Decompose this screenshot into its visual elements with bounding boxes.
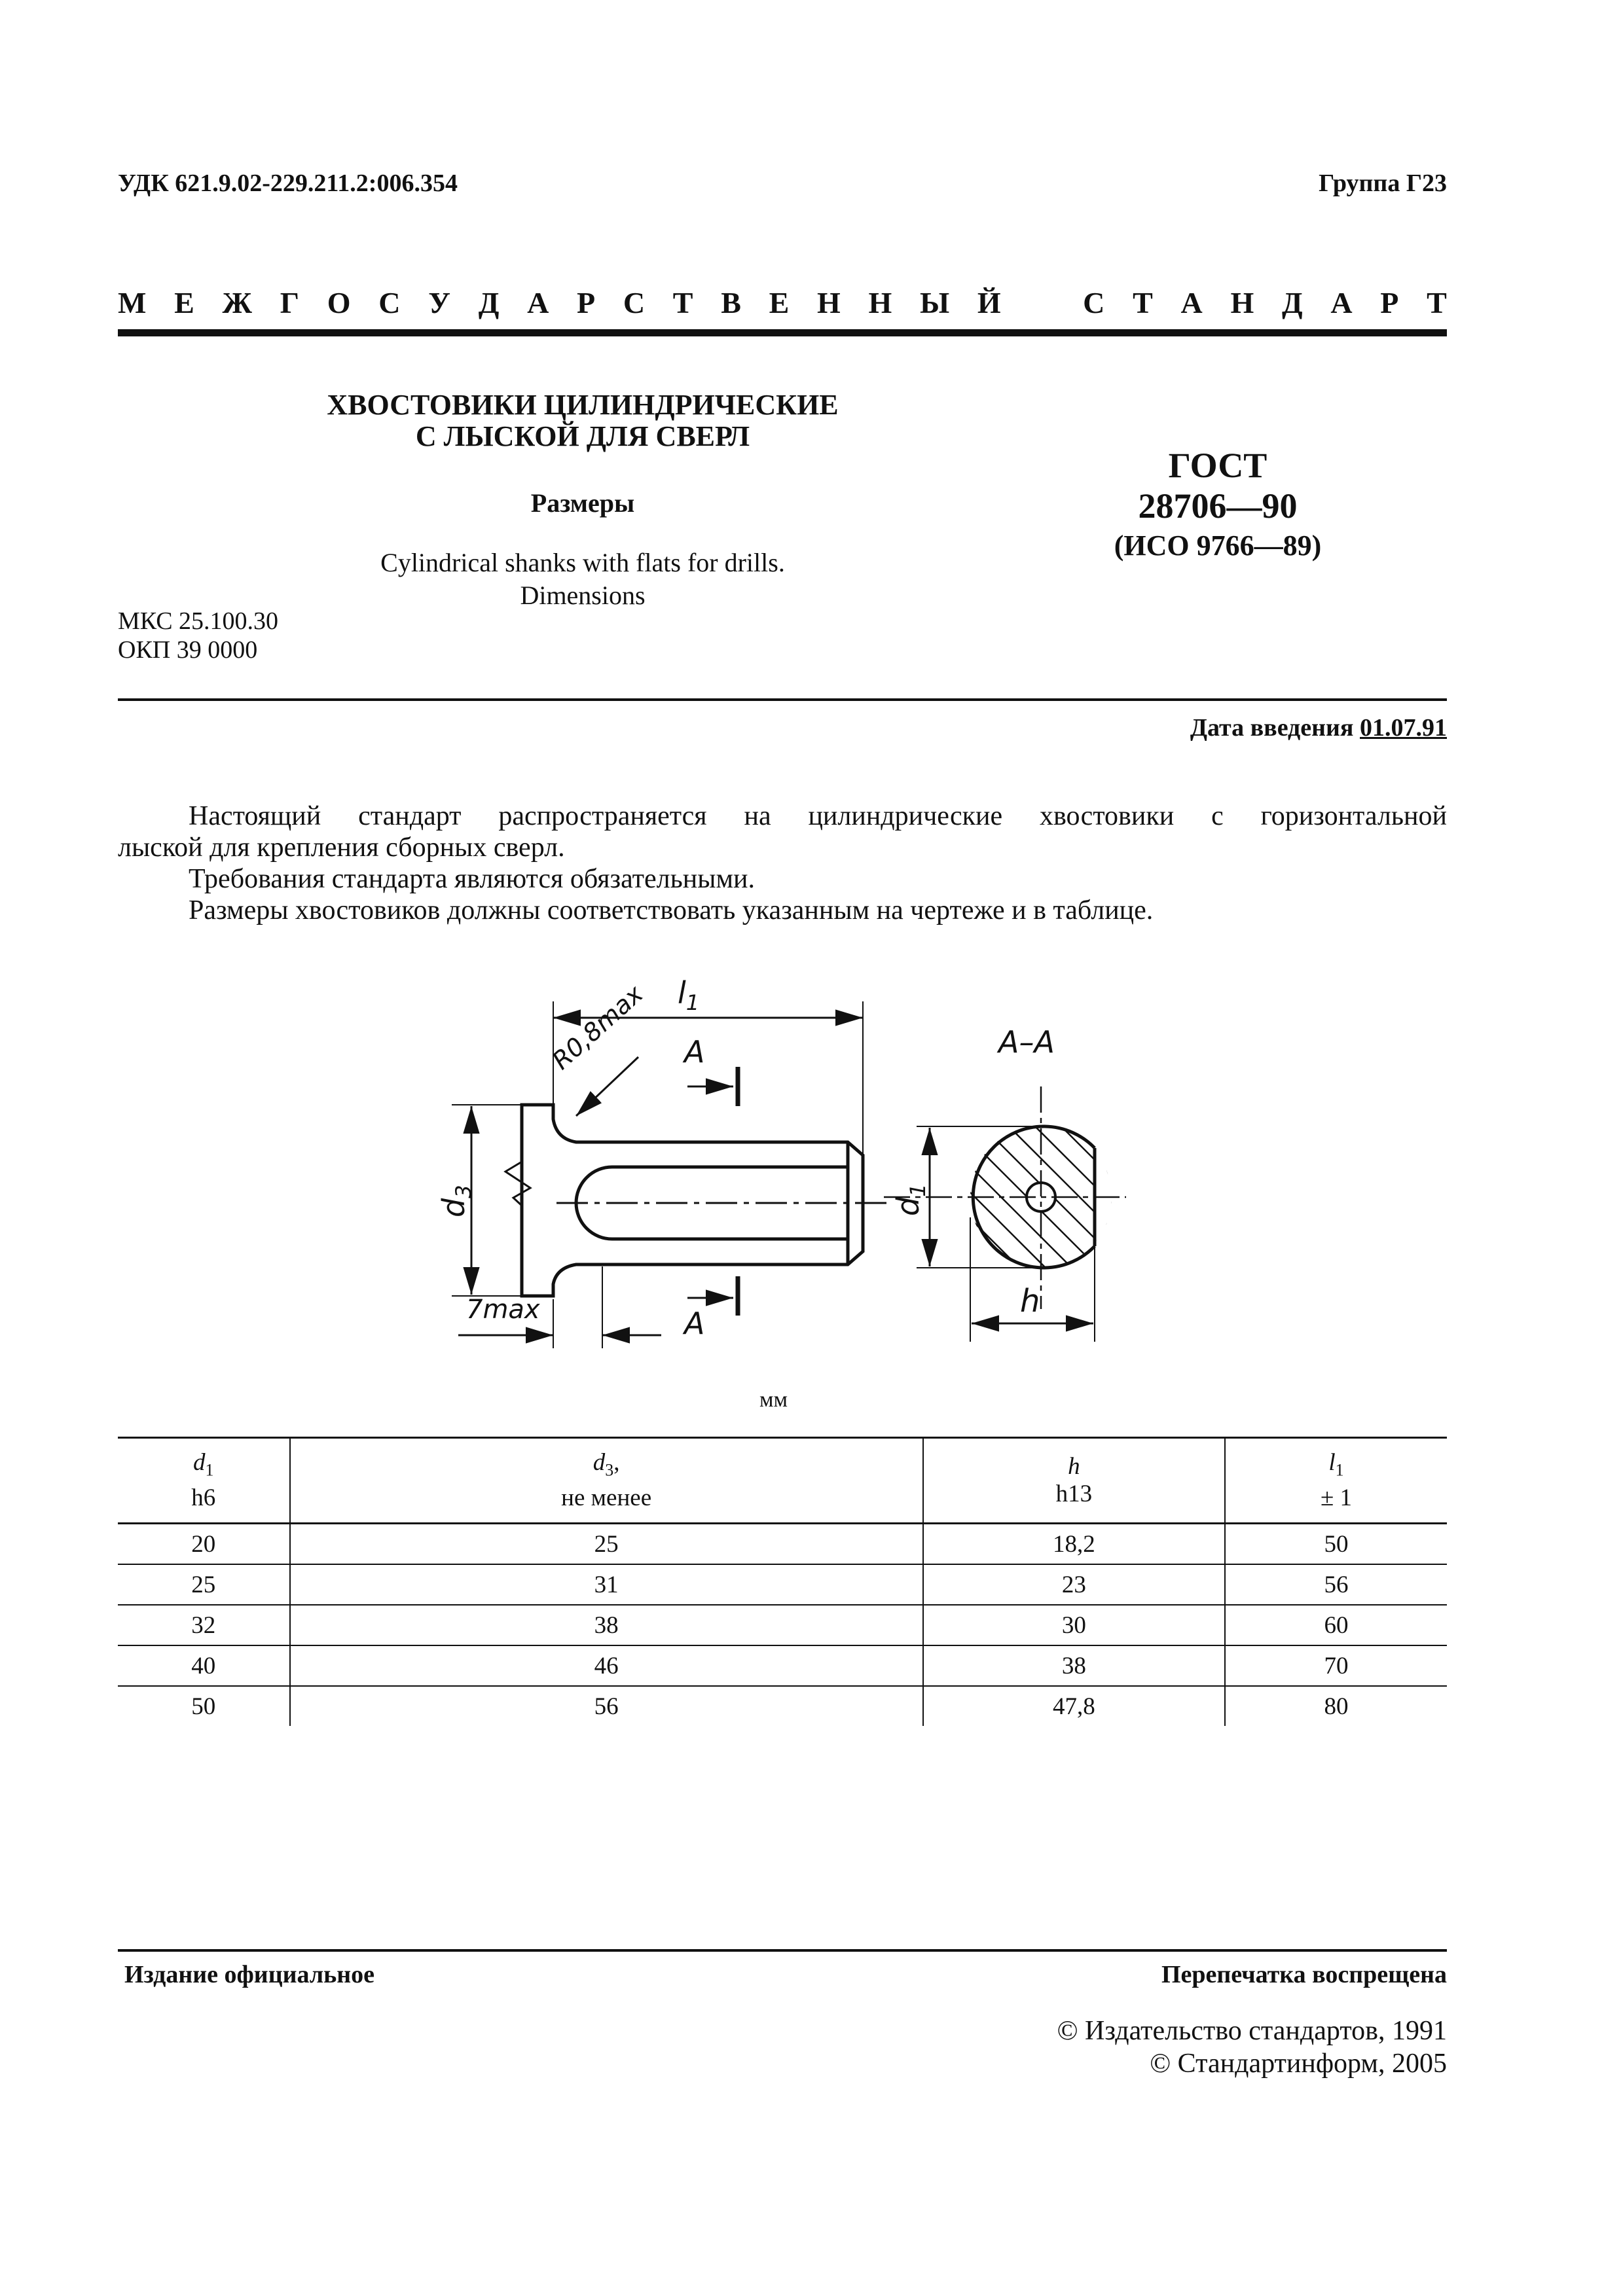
banner-letter: М — [118, 285, 147, 319]
section-title: A–A — [998, 1024, 1055, 1060]
group-code: Группа Г23 — [1319, 170, 1447, 197]
table-cell: 47,8 — [923, 1686, 1225, 1726]
header-h — [923, 1438, 1225, 1524]
banner-letter: Р — [1380, 285, 1399, 319]
banner-letter: Г — [280, 285, 300, 319]
table-cell: 20 — [118, 1524, 290, 1565]
gost-number: 28706—90 — [1138, 486, 1298, 526]
banner-letter: Н — [868, 285, 892, 319]
banner-letter: Й — [977, 285, 1001, 319]
body-paragraph-1-line-2: лыской для крепления сборных сверл. — [118, 833, 565, 863]
banner-letter: Ы — [920, 285, 950, 319]
section-marker-bottom: A — [684, 1306, 705, 1341]
mks-code: МКС 25.100.30 — [118, 607, 279, 635]
header-tolerance: ± 1 — [1320, 1484, 1352, 1511]
udc-code: УДК 621.9.02-229.211.2:006.354 — [118, 170, 458, 197]
copyright — [1057, 2015, 1447, 2080]
banner-letter: С — [378, 285, 401, 319]
header-tolerance: h13 — [1055, 1480, 1093, 1507]
title-line-2: С ЛЫСКОЙ ДЛЯ СВЕРЛ — [415, 420, 750, 452]
banner-letter: Д — [1281, 285, 1303, 319]
table-cell: 80 — [1225, 1686, 1447, 1726]
banner-letter: Ж — [222, 285, 253, 319]
banner-letter: Н — [817, 285, 841, 319]
banner-letter: В — [721, 285, 741, 319]
header-l1 — [1225, 1438, 1447, 1524]
header-subscript: 3 — [605, 1460, 614, 1480]
iso-designation: (ИСО 9766—89) — [1114, 529, 1322, 562]
body-paragraph-2: Требования стандарта являются обязательными. — [189, 864, 756, 894]
banner-letter: Е — [769, 285, 790, 319]
header-d1 — [118, 1438, 290, 1524]
copyright-line-2: © Стандартинформ, 2005 — [1150, 2049, 1447, 2079]
l1-label — [678, 975, 699, 1015]
table-cell: 18,2 — [923, 1524, 1225, 1565]
l1-subscript: 1 — [685, 990, 700, 1016]
banner-letter: С — [1083, 285, 1105, 319]
header-symbol: l — [1328, 1449, 1336, 1477]
radius-label: R0,8max — [547, 979, 649, 1075]
table-cell: 60 — [1225, 1605, 1447, 1645]
table-cell: 50 — [1225, 1524, 1447, 1565]
table-cell: 38 — [923, 1645, 1225, 1686]
table-row — [118, 1645, 1447, 1686]
header-d3 — [290, 1438, 923, 1524]
banner-letter: Н — [1230, 285, 1254, 319]
table-cell: 40 — [118, 1645, 290, 1686]
dimensions-table — [118, 1437, 1447, 1726]
table-unit: мм — [759, 1388, 788, 1412]
d1-subscript: 1 — [905, 1183, 931, 1197]
edition-label: Издание официальное — [124, 1961, 375, 1988]
body-paragraph-3: Размеры хвостовиков должны соответствовать указанным на чертеже и в таблице. — [189, 895, 1154, 925]
banner-letter: А — [1330, 285, 1353, 319]
reprint-label: Перепечатка воспрещена — [1161, 1961, 1447, 1988]
l1-symbol: l — [678, 975, 686, 1011]
banner-letter: Е — [174, 285, 194, 319]
tmax-label: 7max — [466, 1295, 540, 1325]
table-cell: 31 — [290, 1564, 923, 1605]
banner-letter: О — [327, 285, 351, 319]
d3-symbol: d — [436, 1198, 471, 1217]
banner-letter: А — [527, 285, 549, 319]
intro-date-label: Дата введения — [1190, 714, 1354, 742]
header-symbol: d — [593, 1449, 606, 1477]
table-cell: 56 — [290, 1686, 923, 1726]
header-tolerance: h6 — [191, 1484, 216, 1511]
header-subscript: 1 — [1335, 1460, 1344, 1480]
header-suffix: , — [613, 1449, 620, 1477]
d1-symbol: d — [890, 1196, 926, 1216]
doc-subtitle: Размеры — [530, 488, 635, 518]
title-line-1: ХВОСТОВИКИ ЦИЛИНДРИЧЕСКИЕ — [327, 389, 839, 421]
h-label: h — [1020, 1283, 1040, 1319]
d3-subscript: 3 — [451, 1185, 477, 1198]
table-row — [118, 1605, 1447, 1645]
banner-letter: Т — [1427, 285, 1447, 319]
banner-letter: С — [623, 285, 646, 319]
table-cell: 50 — [191, 1693, 216, 1720]
table-cell: 23 — [923, 1564, 1225, 1605]
copyright-line-1: © Издательство стандартов, 1991 — [1057, 2016, 1447, 2046]
banner-letter: У — [428, 285, 450, 319]
header-symbol: h — [1068, 1453, 1080, 1480]
banner-letter: Т — [1133, 285, 1153, 319]
okp-code: ОКП 39 0000 — [118, 636, 258, 664]
d1-label — [890, 1183, 930, 1216]
table-cell: 25 — [290, 1524, 923, 1565]
table-cell: 38 — [290, 1605, 923, 1645]
table-row — [118, 1564, 1447, 1605]
header-subscript: 1 — [205, 1460, 214, 1480]
header-tolerance: не менее — [561, 1484, 652, 1511]
intro-date-value: 01.07.91 — [1360, 714, 1447, 742]
section-marker-top: A — [684, 1034, 705, 1069]
table-cell: 32 — [118, 1605, 290, 1645]
table-row — [118, 1524, 1447, 1565]
table-cell: 56 — [1225, 1564, 1447, 1605]
table-cell: 70 — [1225, 1645, 1447, 1686]
banner-letter: Т — [672, 285, 693, 319]
banner-letter: Д — [478, 285, 500, 319]
table-row — [118, 1686, 1447, 1726]
d3-label — [436, 1185, 476, 1217]
header-symbol: d — [193, 1449, 206, 1477]
table-cell: 30 — [923, 1605, 1225, 1645]
english-line-2: Dimensions — [520, 581, 646, 610]
shank-side-view — [522, 1105, 863, 1296]
english-line-1: Cylindrical shanks with flats for drills. — [380, 548, 785, 577]
banner-letter: А — [1180, 285, 1203, 319]
gost-label: ГОСТ — [1168, 446, 1267, 485]
table-cell: 25 — [118, 1564, 290, 1605]
body-paragraph-1-line-1: Настоящий стандарт распространяется на цилиндрические хвостовики с горизонтальной — [189, 801, 1447, 831]
banner-letter: Р — [577, 285, 596, 319]
footer-rule — [118, 1949, 1447, 1952]
table-cell: 46 — [290, 1645, 923, 1686]
